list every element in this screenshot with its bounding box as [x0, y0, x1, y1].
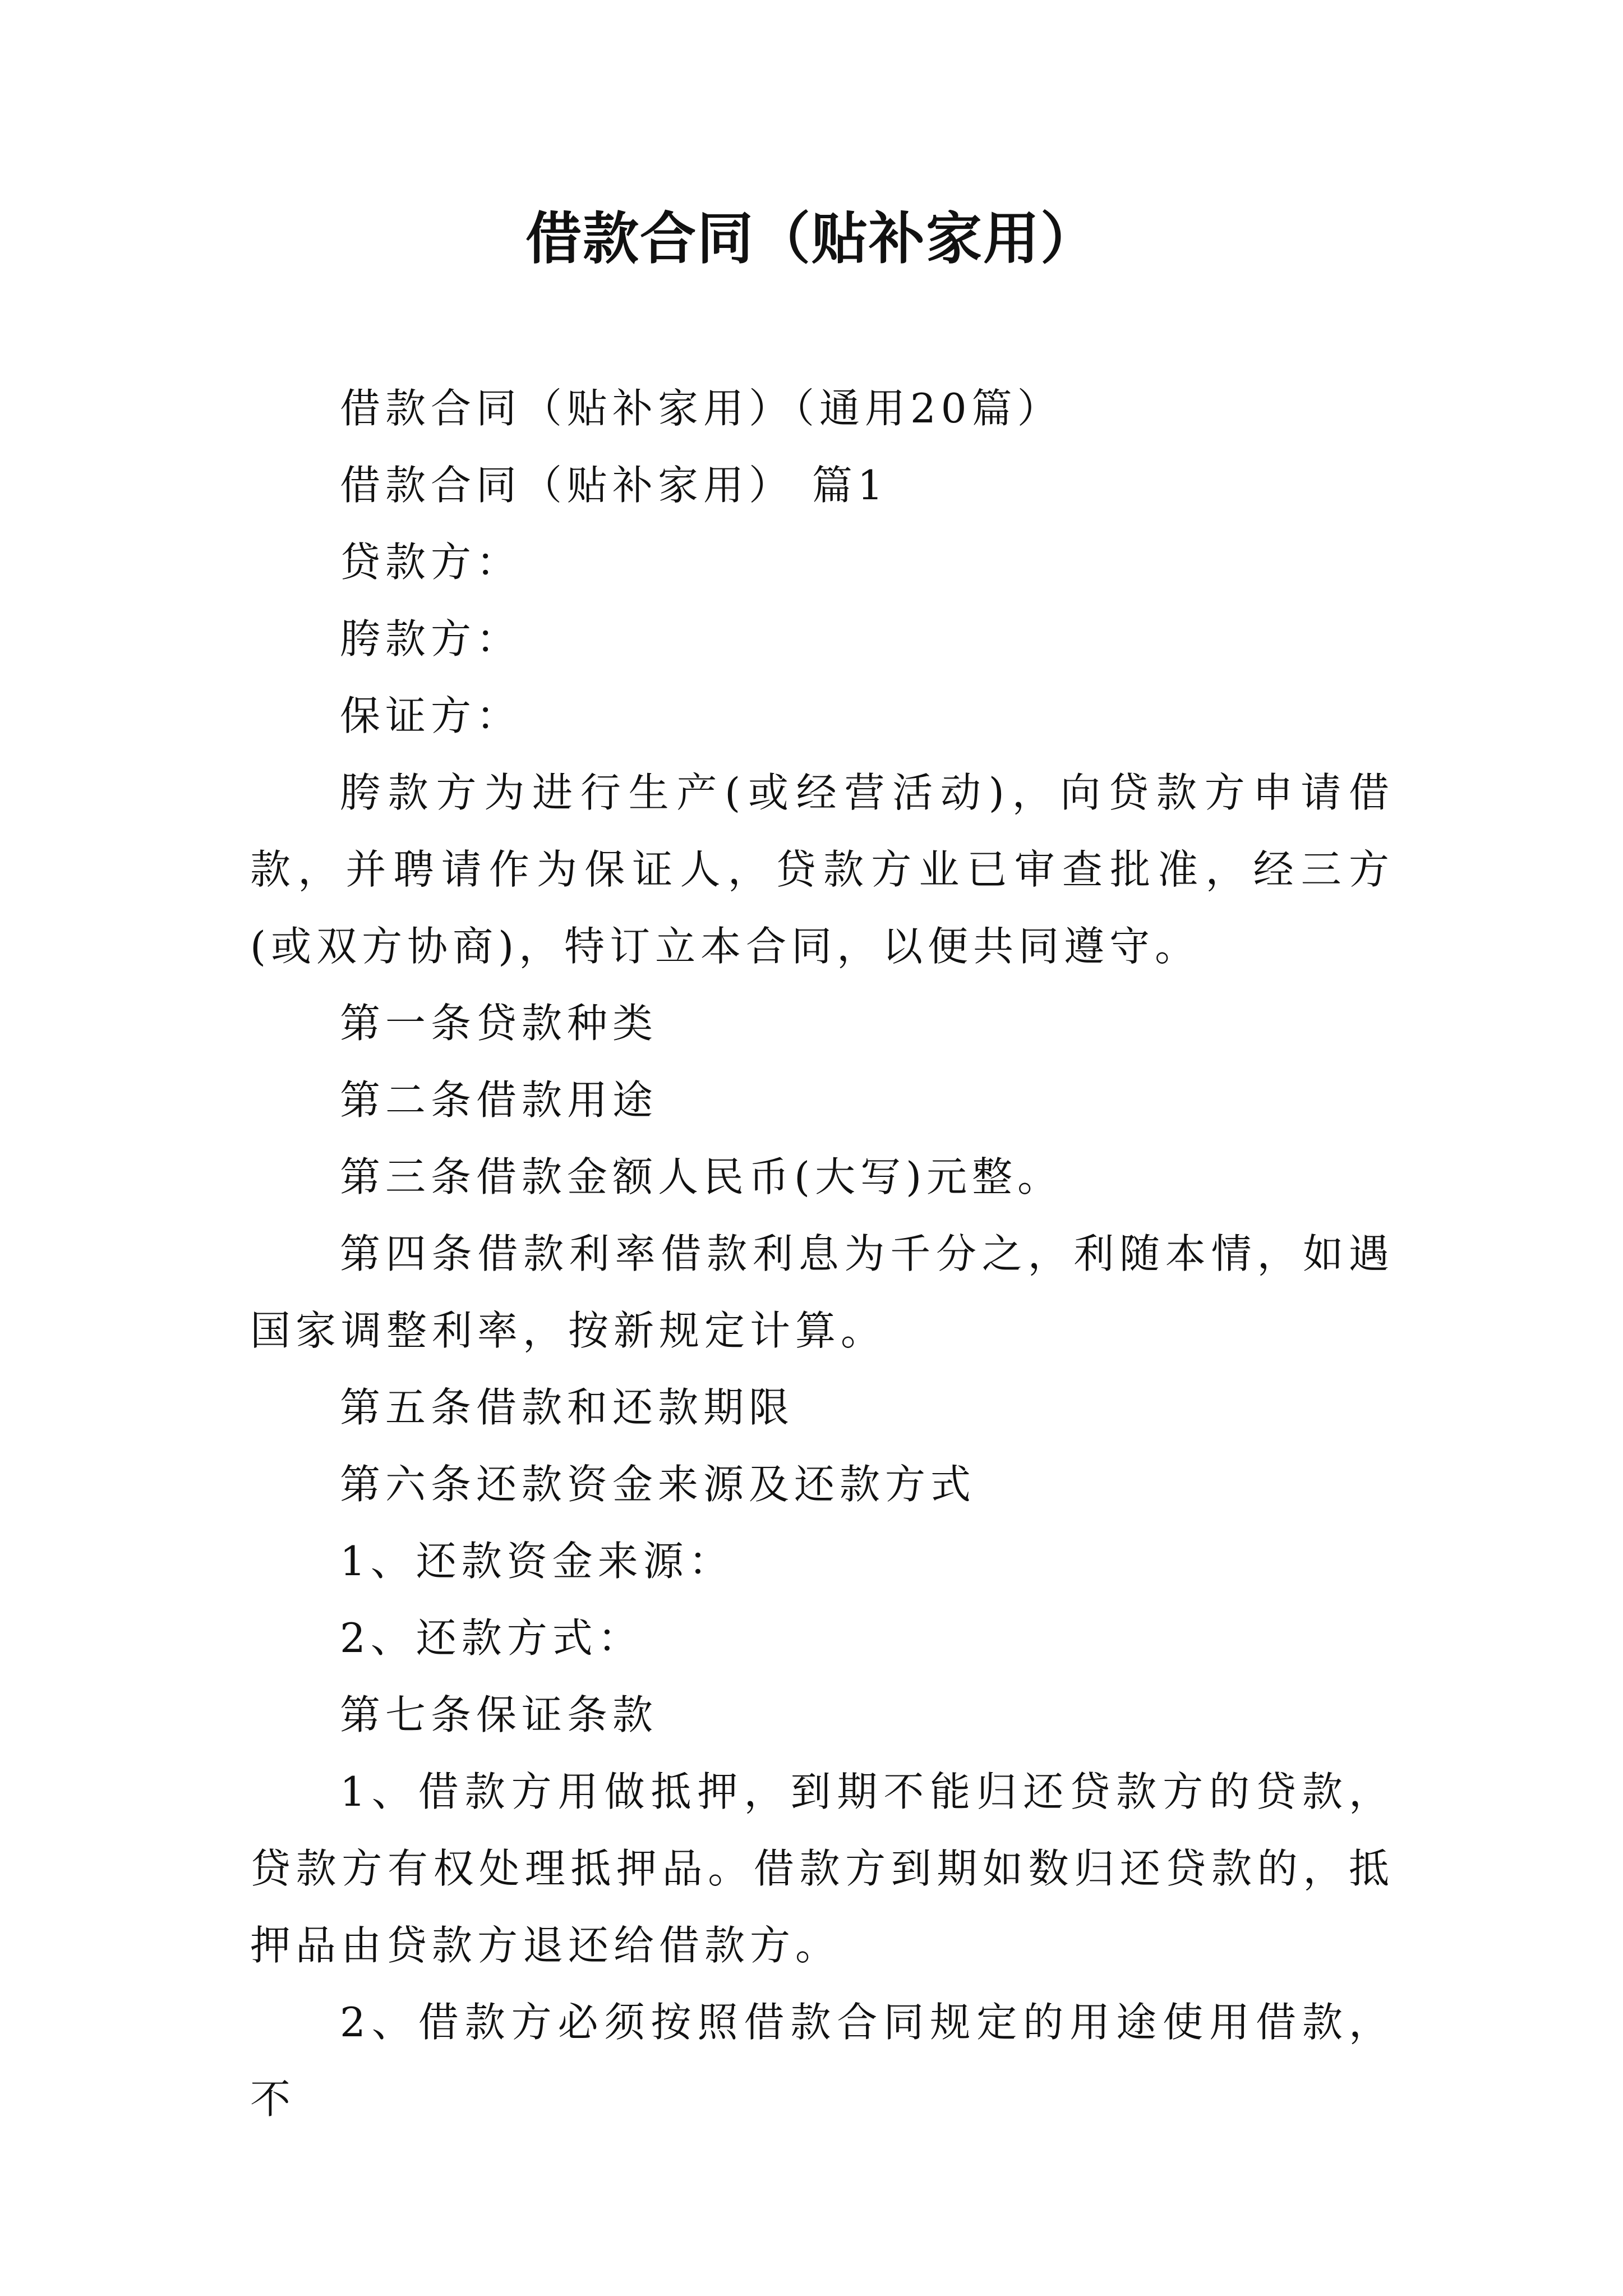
paragraph-section-heading: 借款合同（贴补家用） 篇1 [340, 462, 888, 509]
paragraph-article-6: 第六条还款资金来源及还款方式 [340, 1461, 976, 1508]
document-title: 借款合同（贴补家用） [525, 205, 1098, 272]
paragraph-lender: 贷款方： [340, 539, 522, 586]
paragraph-article-7: 第七条保证条款 [340, 1691, 658, 1738]
paragraph-preamble: 胯款方为进行生产(或经营活动)，向贷款方申请借款，并聘请作为保证人，贷款方业已审查批准，经三方(或双方协商)，特订立本合同，以便共同遵守。 [250, 769, 1394, 970]
paragraph-article-4: 第四条借款利率借款利息为千分之，利随本情，如遇国家调整利率，按新规定计算。 [250, 1230, 1394, 1354]
document-body [250, 370, 1394, 2138]
paragraph-subtitle: 借款合同（贴补家用）（通用20篇） [340, 385, 1063, 432]
paragraph-article-1: 第一条贷款种类 [340, 1000, 658, 1047]
paragraph-article-3: 第三条借款金额人民币(大写)元整。 [340, 1153, 1063, 1200]
paragraph-article-5: 第五条借款和还款期限 [340, 1384, 795, 1431]
paragraph-repayment-method: 2、还款方式： [340, 1614, 643, 1662]
paragraph-borrower: 胯款方： [340, 615, 522, 662]
paragraph-guarantee-1: 1、借款方用做抵押，到期不能归还贷款方的贷款，贷款方有权处理抵押品。借款方到期如数归还贷款的，抵押品由贷款方退还给借款方。 [250, 1768, 1394, 1969]
paragraph-repayment-source: 1、还款资金来源： [340, 1538, 734, 1585]
paragraph-guarantee-2: 2、借款方必须按照借款合同规定的用途使用借款，不 [250, 1999, 1394, 2123]
paragraph-guarantor: 保证方： [340, 692, 522, 739]
paragraph-article-2: 第二条借款用途 [340, 1076, 658, 1124]
